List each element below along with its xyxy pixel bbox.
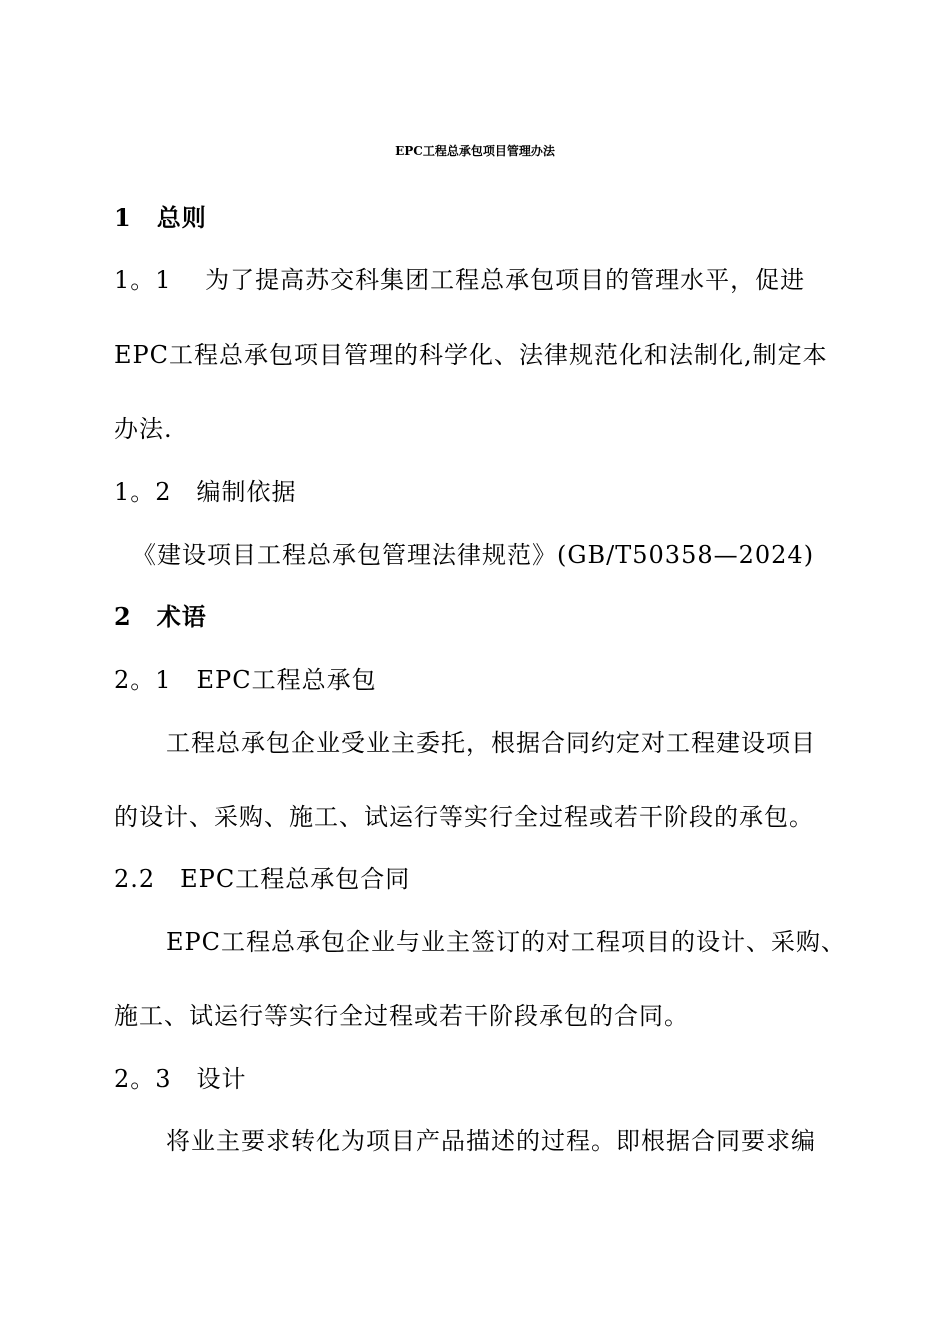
paragraph-2-3-line-1: 将业主要求转化为项目产品描述的过程。即根据合同要求编 — [166, 1127, 816, 1155]
paragraph-1-1-line-1: 1。1 为了提高苏交科集团工程总承包项目的管理水平，促进 — [114, 266, 806, 294]
section-heading-general: 1 总则 — [114, 203, 207, 232]
paragraph-2-1-line-2: 的设计、采购、施工、试运行等实行全过程或若干阶段的承包。 — [114, 803, 814, 831]
subsection-1-2-heading: 1。2 编制依据 — [114, 478, 297, 506]
paragraph-2-1-line-1: 工程总承包企业受业主委托，根据合同约定对工程建设项目 — [166, 729, 816, 757]
paragraph-1-1-line-2: EPC工程总承包项目管理的科学化、法律规范化和法制化,制定本 — [114, 341, 828, 369]
paragraph-2-2-line-1: EPC工程总承包企业与业主签订的对工程项目的设计、采购、 — [166, 928, 847, 956]
subsection-2-3-heading: 2。3 设计 — [114, 1065, 247, 1093]
paragraph-2-2-line-2: 施工、试运行等实行全过程或若干阶段承包的合同。 — [114, 1002, 689, 1030]
subsection-2-1-heading: 2。1 EPC工程总承包 — [114, 666, 377, 694]
reference-standard: 《建设项目工程总承包管理法律规范》(GB/T50358—2024) — [132, 541, 815, 569]
section-heading-terms: 2 术语 — [114, 602, 207, 631]
document-title: EPC工程总承包项目管理办法 — [395, 144, 555, 158]
paragraph-1-1-line-3: 办法. — [114, 415, 173, 443]
subsection-2-2-heading: 2.2 EPC工程总承包合同 — [114, 865, 411, 893]
